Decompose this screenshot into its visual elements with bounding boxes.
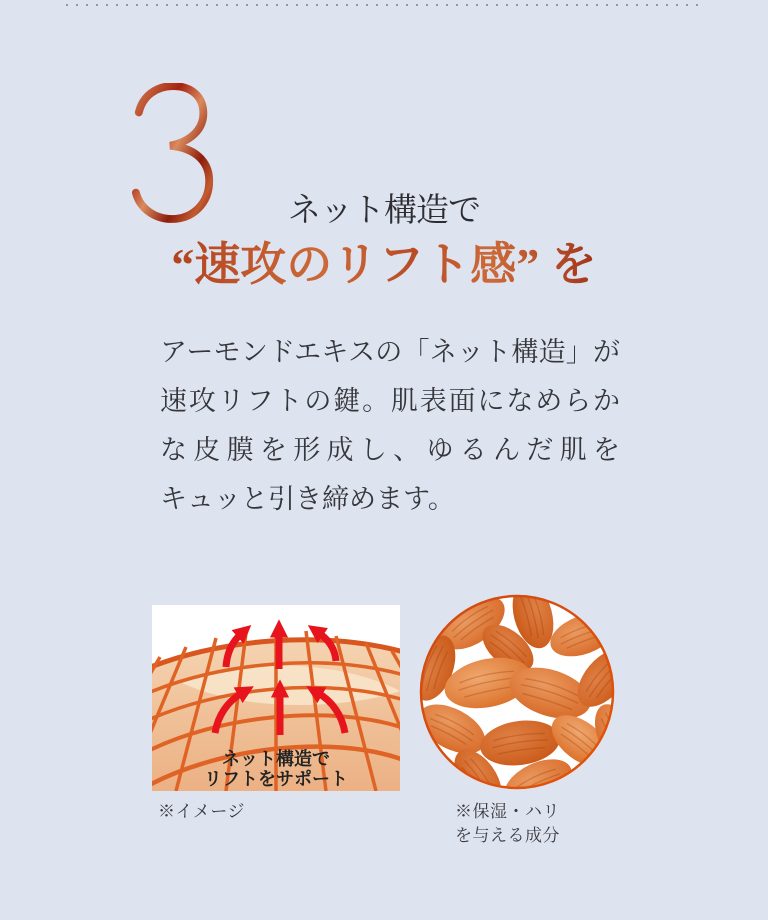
- ingredient-note-line1: ※保湿・ハリ: [455, 802, 560, 821]
- body-line: 速攻リフトの鍵。肌表面になめらか: [160, 386, 620, 416]
- body-line: な皮膜を形成し、ゆるんだ肌を: [160, 435, 620, 465]
- net-structure-illustration: [152, 605, 400, 791]
- section-title: ネット構造で: [288, 191, 480, 228]
- ingredient-note: [455, 800, 560, 848]
- section-subtitle: “速攻のリフト感” を: [0, 228, 768, 294]
- almonds: [418, 593, 616, 791]
- image-note: ※イメージ: [158, 802, 245, 821]
- body-line: アーモンドエキスの「ネット構造」が: [160, 337, 620, 367]
- body-line: キュッと引き締めます。: [160, 484, 455, 514]
- body-paragraph: [160, 328, 620, 524]
- ingredient-note-line2: を与える成分: [455, 826, 560, 845]
- figure-label-line2: リフトをサポート: [204, 769, 348, 789]
- dotted-divider: [66, 4, 700, 6]
- figure-label-line1: ネット構造で: [222, 749, 330, 769]
- almond-photo: [418, 593, 616, 791]
